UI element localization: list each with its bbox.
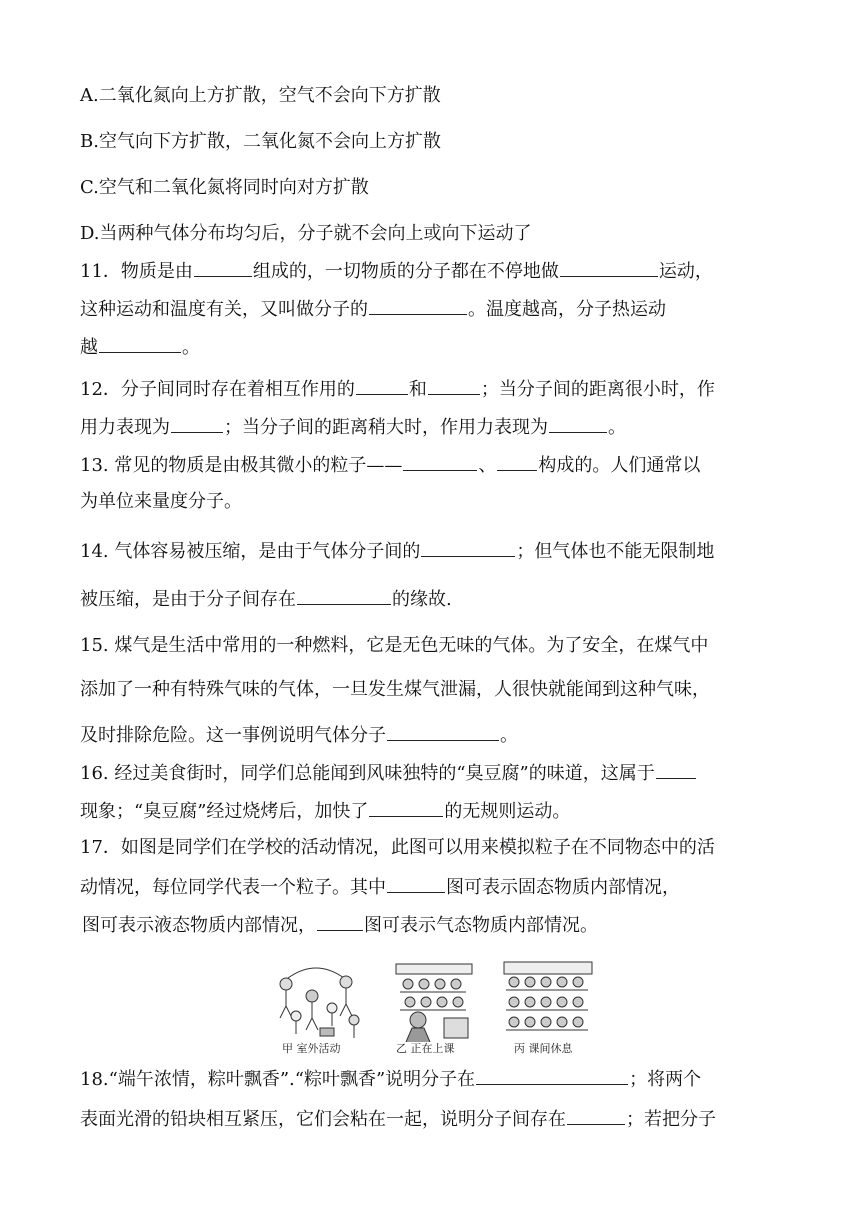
answer-blank[interactable] xyxy=(497,452,537,471)
q18-text: ；将两个 xyxy=(629,1069,702,1090)
figure-caption-a: 甲 室外活动 xyxy=(282,1042,341,1055)
option-a: A.二氧化氮向上方扩散，空气不会向下方扩散 xyxy=(80,85,441,106)
in-class-sketch xyxy=(396,964,472,1042)
q11-text: 。 xyxy=(182,337,200,358)
q17-text: 图可表示固态物质内部情况， xyxy=(446,877,680,898)
q11-line-2 xyxy=(80,296,666,322)
q12-text: ；当分子间的距离稍大时，作用力表现为 xyxy=(224,417,548,438)
q16-line-1 xyxy=(80,760,697,786)
answer-blank[interactable] xyxy=(387,874,445,893)
q15-text: 及时排除危险。这一事例说明气体分子 xyxy=(80,725,386,746)
q11-text: 这种运动和温度有关，又叫做分子的 xyxy=(80,299,368,320)
q17-text: 图可表示液态物质内部情况， xyxy=(82,915,316,936)
q17-line-3 xyxy=(80,912,598,938)
answer-blank[interactable] xyxy=(317,912,363,931)
q18-text: ；若把分子 xyxy=(626,1109,716,1130)
q13-line-2: 为单位来量度分子。 xyxy=(80,491,242,512)
q11-text: 。温度越高，分子热运动 xyxy=(468,299,666,320)
q12-text: 用力表现为 xyxy=(80,417,170,438)
q13-text: 、 xyxy=(478,455,497,476)
q14-text: 的缘故. xyxy=(392,589,452,610)
q17-line-2 xyxy=(80,874,680,900)
q18-text: 表面光滑的铅块相互紧压，它们会粘在一起，说明分子间存在 xyxy=(80,1109,566,1130)
q13-text: 13. 常见的物质是由极其微小的粒子—— xyxy=(80,455,403,476)
figure-caption-b: 乙 正在上课 xyxy=(396,1042,455,1055)
answer-blank[interactable] xyxy=(567,1106,625,1125)
option-d: D.当两种气体分布均匀后，分子就不会向上或向下运动了 xyxy=(80,223,532,244)
q11-line-3 xyxy=(80,334,200,360)
q14-line-1 xyxy=(80,538,714,564)
answer-blank[interactable] xyxy=(99,334,181,353)
outdoor-activity-sketch xyxy=(280,968,359,1038)
q13-line-1 xyxy=(80,452,700,478)
q12-line-2 xyxy=(80,414,626,440)
answer-blank[interactable] xyxy=(421,538,515,557)
q14-text: ；但气体也不能无限制地 xyxy=(516,541,715,562)
q17-text: 动情况，每位同学代表一个粒子。其中 xyxy=(80,877,386,898)
answer-blank[interactable] xyxy=(171,414,223,433)
answer-blank[interactable] xyxy=(403,452,477,471)
answer-blank[interactable] xyxy=(369,296,467,315)
q15-line-2: 添加了一种有特殊气味的气体，一旦发生煤气泄漏，人很快就能闻到这种气味， xyxy=(80,679,710,700)
q14-text: 被压缩，是由于分子间存在 xyxy=(80,589,296,610)
answer-blank[interactable] xyxy=(387,722,499,741)
q17-line-1: 17．如图是同学们在学校的活动情况，此图可以用来模拟粒子在不同物态中的活 xyxy=(80,837,715,858)
answer-blank[interactable] xyxy=(297,586,391,605)
answer-blank[interactable] xyxy=(549,414,607,433)
q11-text: 11．物质是由 xyxy=(80,261,193,282)
q18-line-2 xyxy=(80,1106,716,1132)
q16-text: 现象；“臭豆腐”经过烧烤后，加快了 xyxy=(80,801,369,822)
q12-text: ；当分子间的距离很小时，作 xyxy=(480,379,715,400)
q16-line-2 xyxy=(80,798,570,824)
q18-text: 18.“端午浓情，粽叶飘香”.“粽叶飘香”说明分子在 xyxy=(80,1069,476,1090)
q16-text: 的无规则运动。 xyxy=(444,801,571,822)
q11-text: 运动， xyxy=(658,261,713,282)
q11-text: 越 xyxy=(80,337,98,358)
q11-line-1 xyxy=(80,258,713,284)
q12-text: 。 xyxy=(608,417,626,438)
q12-line-1 xyxy=(80,376,715,402)
q14-text: 14. 气体容易被压缩，是由于气体分子间的 xyxy=(80,541,421,562)
q15-text: 。 xyxy=(500,725,518,746)
break-time-sketch xyxy=(504,962,592,1030)
q14-line-2 xyxy=(80,586,452,612)
q16-text: 16. 经过美食街时，同学们总能闻到风味独特的“臭豆腐”的味道，这属于 xyxy=(80,763,655,784)
option-c: C.空气和二氧化氮将同时向对方扩散 xyxy=(80,177,369,198)
q12-text: 和 xyxy=(408,379,427,400)
answer-blank[interactable] xyxy=(476,1066,628,1085)
answer-blank[interactable] xyxy=(656,760,696,779)
figure-caption-c: 丙 课间休息 xyxy=(514,1042,573,1055)
activity-figure xyxy=(268,958,598,1058)
option-b: B.空气向下方扩散，二氧化氮不会向上方扩散 xyxy=(80,131,441,152)
answer-blank[interactable] xyxy=(428,376,480,395)
activity-illustrations xyxy=(268,958,598,1042)
answer-blank[interactable] xyxy=(356,376,408,395)
q13-text: 构成的。人们通常以 xyxy=(538,455,701,476)
q15-line-1: 15. 煤气是生活中常用的一种燃料，它是无色无味的气体。为了安全，在煤气中 xyxy=(80,635,709,656)
q15-line-3 xyxy=(80,722,518,748)
q12-text: 12．分子间同时存在着相互作用的 xyxy=(80,379,355,400)
q17-text: 图可表示气态物质内部情况。 xyxy=(364,915,598,936)
q18-line-1 xyxy=(80,1066,701,1092)
answer-blank[interactable] xyxy=(369,798,443,817)
q11-text: 组成的，一切物质的分子都在不停地做 xyxy=(252,261,559,282)
answer-blank[interactable] xyxy=(194,258,252,277)
answer-blank[interactable] xyxy=(560,258,658,277)
